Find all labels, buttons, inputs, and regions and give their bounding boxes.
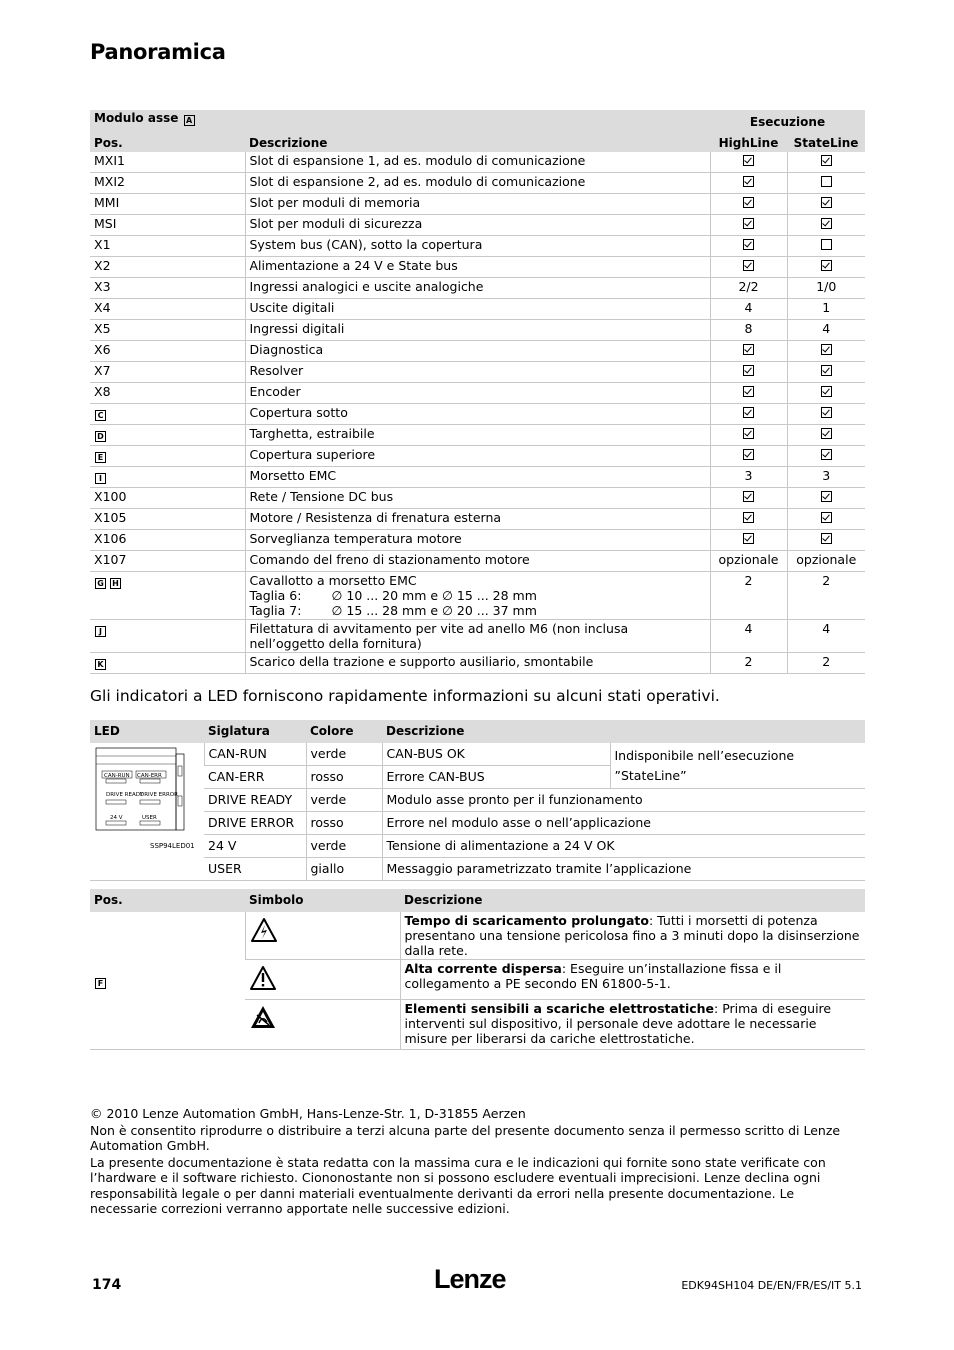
- value-cell: 2: [787, 572, 865, 620]
- checked-box-icon: [710, 152, 787, 173]
- checked-box-icon: [821, 386, 832, 397]
- checked-box-icon: [710, 215, 787, 236]
- marker-box: E: [95, 452, 106, 463]
- table-row: [90, 236, 865, 257]
- led-color: verde: [306, 743, 382, 766]
- led-intro: Gli indicatori a LED forniscono rapidamente informazioni su alcuni stati operativi.: [90, 687, 720, 705]
- pos-cell: X107: [90, 551, 245, 572]
- copy-notice: Non è consentito riprodurre o distribuire a terzi alcuna parte del presente documento senza il permesso scritto di Lenze Automation GmbH.: [90, 1122, 841, 1153]
- desc-cell: Morsetto EMC: [245, 467, 710, 488]
- checked-box-icon: [743, 533, 754, 544]
- col-pos: Pos.: [90, 889, 245, 912]
- checked-box-icon: [710, 341, 787, 362]
- desc-cell: Filettatura di avvitamento per vite ad anello M6 (non inclusa nell’oggetto della fornitura): [245, 620, 710, 653]
- col-symbol-desc: Descrizione: [400, 889, 865, 912]
- led-label: USER: [204, 858, 306, 881]
- table-row: [90, 257, 865, 278]
- checked-box-icon: [821, 365, 832, 376]
- disclaimer: La presente documentazione è stata redatta con la massima cura e le indicazioni qui fornite sono state verificate con l’hardware e il software richiesto. Ciononostante non si possono escludere eventuali imprecisioni. Lenze declina ogni responsabilità legale o per danni materiali eventualmente derivanti da errori nella presente documentazione. Le necessarie correzioni verranno apportate nelle successive edizioni.: [90, 1154, 826, 1216]
- marker-box: K: [95, 659, 106, 670]
- led-color: rosso: [306, 766, 382, 789]
- electric-hazard-icon: [250, 917, 278, 943]
- page-title: Panoramica: [90, 40, 226, 64]
- checked-box-icon: [710, 488, 787, 509]
- marker-box: F: [95, 978, 106, 989]
- module-table: [90, 110, 865, 674]
- table-row: [90, 446, 865, 467]
- desc-cell: Motore / Resistenza di frenatura esterna: [245, 509, 710, 530]
- desc-cell: [245, 572, 710, 620]
- marker-box: C: [95, 410, 106, 421]
- emc-size7: Taglia 7: ∅ 15 ... 28 mm e ∅ 20 ... 37 mm: [249, 603, 537, 618]
- desc-cell: Ingressi analogici e uscite analogiche: [245, 278, 710, 299]
- col-pos: Pos.: [90, 131, 245, 152]
- value-cell: 2/2: [710, 278, 787, 299]
- checked-box-icon: [710, 383, 787, 404]
- desc-cell: System bus (CAN), sotto la copertura: [245, 236, 710, 257]
- desc-cell: Slot di espansione 2, ad es. modulo di comunicazione: [245, 173, 710, 194]
- value-cell: opzionale: [710, 551, 787, 572]
- checked-box-icon: [743, 197, 754, 208]
- symbol-desc: Elementi sensibili a scariche elettrostatiche: Prima di eseguire interventi sul dispositivo, il personale deve adottare le necessarie misure per liberarsi da cariche elettrostatiche.: [400, 1000, 865, 1050]
- checked-box-icon: [821, 407, 832, 418]
- symbol-cell: [245, 912, 400, 960]
- desc-cell: Comando del freno di stazionamento motore: [245, 551, 710, 572]
- table-row: [90, 653, 865, 674]
- desc-cell: Targhetta, estraibile: [245, 425, 710, 446]
- table-row: [90, 320, 865, 341]
- value-cell: 8: [710, 320, 787, 341]
- table-row: [90, 383, 865, 404]
- pos-marker-cell: [90, 467, 245, 488]
- checked-box-icon: [787, 488, 865, 509]
- table-row: [90, 572, 865, 620]
- esd-icon: [249, 1004, 277, 1030]
- value-cell: 1: [787, 299, 865, 320]
- pos-cell: X8: [90, 383, 245, 404]
- checked-box-icon: [821, 449, 832, 460]
- pos-cell: X100: [90, 488, 245, 509]
- fig-can-err: CAN-ERR: [137, 773, 162, 779]
- table-row: [90, 425, 865, 446]
- symbol-cell: [245, 1000, 400, 1050]
- table-row: [90, 404, 865, 425]
- table-row: [90, 467, 865, 488]
- led-desc: Tensione di alimentazione a 24 V OK: [382, 835, 865, 858]
- led-panel-drawing: [92, 746, 198, 846]
- col-stateline: StateLine: [787, 131, 865, 152]
- desc-cell: Copertura superiore: [245, 446, 710, 467]
- col-highline: HighLine: [710, 131, 787, 152]
- pos-cell: X4: [90, 299, 245, 320]
- led-color: verde: [306, 789, 382, 812]
- value-cell: 2: [710, 572, 787, 620]
- checked-box-icon: [787, 530, 865, 551]
- emc-title: Cavallotto a morsetto EMC: [249, 573, 417, 588]
- fig-drive-ready: DRIVE READY: [106, 792, 144, 798]
- col-led: LED: [90, 720, 204, 743]
- checked-box-icon: [743, 491, 754, 502]
- checked-box-icon: [743, 344, 754, 355]
- desc-cell: Resolver: [245, 362, 710, 383]
- table-row: [90, 299, 865, 320]
- pos-cell: MXI1: [90, 152, 245, 173]
- desc-cell: Uscite digitali: [245, 299, 710, 320]
- checked-box-icon: [710, 173, 787, 194]
- led-color: giallo: [306, 858, 382, 881]
- table-row: [90, 173, 865, 194]
- symbol-table: [90, 889, 865, 1050]
- marker-box: D: [95, 431, 106, 442]
- led-figure-cell: [90, 743, 204, 881]
- checked-box-icon: [710, 530, 787, 551]
- checked-box-icon: [787, 425, 865, 446]
- execution-header: Esecuzione: [710, 110, 865, 131]
- checked-box-icon: [821, 344, 832, 355]
- led-table: [90, 720, 865, 881]
- pos-cell: MSI: [90, 215, 245, 236]
- document-id: EDK94SH104 DE/EN/FR/ES/IT 5.1: [681, 1279, 862, 1292]
- led-merged-note: Indisponibile nell’esecuzione ”StateLine”: [610, 743, 865, 789]
- table-row: [90, 278, 865, 299]
- checked-box-icon: [743, 176, 754, 187]
- checked-box-icon: [787, 383, 865, 404]
- col-label: Siglatura: [204, 720, 306, 743]
- checked-box-icon: [710, 362, 787, 383]
- checked-box-icon: [787, 509, 865, 530]
- checked-box-icon: [821, 512, 832, 523]
- marker-box: I: [95, 473, 106, 484]
- symbol-desc: Tempo di scaricamento prolungato: Tutti i morsetti di potenza presentano una tensione pericolosa fino a 3 minuti dopo la disinserzione dalla rete.: [400, 912, 865, 960]
- checked-box-icon: [787, 446, 865, 467]
- checked-box-icon: [743, 449, 754, 460]
- led-label: CAN-RUN: [204, 743, 306, 766]
- checked-box-icon: [743, 218, 754, 229]
- checked-box-icon: [787, 215, 865, 236]
- pos-marker-cell: [90, 425, 245, 446]
- checked-box-icon: [821, 197, 832, 208]
- value-cell: opzionale: [787, 551, 865, 572]
- checked-box-icon: [710, 236, 787, 257]
- marker-box: A: [184, 115, 195, 126]
- value-cell: 3: [787, 467, 865, 488]
- symbol-cell: [245, 960, 400, 1000]
- col-symbol: Simbolo: [245, 889, 400, 912]
- checked-box-icon: [787, 341, 865, 362]
- table-row: [90, 194, 865, 215]
- checked-box-icon: [710, 257, 787, 278]
- pos-cell: X105: [90, 509, 245, 530]
- checked-box-icon: [743, 239, 754, 250]
- led-figure: [92, 746, 198, 854]
- empty-box-icon: [787, 173, 865, 194]
- value-cell: 4: [787, 620, 865, 653]
- checked-box-icon: [710, 425, 787, 446]
- desc-cell: Slot di espansione 1, ad es. modulo di comunicazione: [245, 152, 710, 173]
- checked-box-icon: [821, 491, 832, 502]
- led-label: DRIVE ERROR: [204, 812, 306, 835]
- desc-cell: Encoder: [245, 383, 710, 404]
- marker-box: H: [110, 578, 121, 589]
- led-label: CAN-ERR: [204, 766, 306, 789]
- pos-marker-cell: [90, 446, 245, 467]
- value-cell: 2: [787, 653, 865, 674]
- checked-box-icon: [743, 428, 754, 439]
- checked-box-icon: [787, 194, 865, 215]
- checked-box-icon: [787, 404, 865, 425]
- desc-cell: Diagnostica: [245, 341, 710, 362]
- led-desc: Modulo asse pronto per il funzionamento: [382, 789, 865, 812]
- pos-cell: X2: [90, 257, 245, 278]
- led-color: verde: [306, 835, 382, 858]
- led-desc: Errore nel modulo asse o nell’applicazione: [382, 812, 865, 835]
- pos-marker-cell: [90, 404, 245, 425]
- figure-caption: SSP94LED01: [150, 842, 195, 850]
- empty-box-icon: [821, 239, 832, 250]
- lenze-logo: Lenze: [434, 1264, 506, 1294]
- fig-user: USER: [142, 815, 157, 821]
- checked-box-icon: [821, 155, 832, 166]
- emc-size6: Taglia 6: ∅ 10 ... 20 mm e ∅ 15 ... 28 mm: [249, 588, 537, 603]
- checked-box-icon: [743, 407, 754, 418]
- empty-box-icon: [787, 236, 865, 257]
- value-cell: 4: [710, 620, 787, 653]
- fig-drive-error: DRIVE ERROR: [140, 792, 178, 798]
- pos-cell: X5: [90, 320, 245, 341]
- checked-box-icon: [787, 152, 865, 173]
- checked-box-icon: [743, 512, 754, 523]
- table-row: [90, 530, 865, 551]
- checked-box-icon: [821, 533, 832, 544]
- pos-cell: X7: [90, 362, 245, 383]
- checked-box-icon: [743, 260, 754, 271]
- desc-cell: Copertura sotto: [245, 404, 710, 425]
- pos-cell: X6: [90, 341, 245, 362]
- led-desc: CAN-BUS OK: [382, 743, 610, 766]
- checked-box-icon: [821, 428, 832, 439]
- warning-icon: [249, 965, 277, 991]
- desc-cell: Scarico della trazione e supporto ausiliario, smontabile: [245, 653, 710, 674]
- marker-box: G: [95, 578, 106, 589]
- module-header: Modulo asse A: [90, 110, 710, 131]
- empty-box-icon: [821, 176, 832, 187]
- fig-24v: 24 V: [110, 815, 123, 821]
- table-row: [90, 152, 865, 173]
- pos-cell: X106: [90, 530, 245, 551]
- desc-cell: Sorveglianza temperatura motore: [245, 530, 710, 551]
- checked-box-icon: [821, 218, 832, 229]
- table-row: [90, 215, 865, 236]
- pos-marker-cell: [90, 620, 245, 653]
- table-row: [90, 341, 865, 362]
- pos-marker-cell: [90, 572, 245, 620]
- pos-cell: MMI: [90, 194, 245, 215]
- checked-box-icon: [743, 155, 754, 166]
- pos-marker-cell: [90, 653, 245, 674]
- led-desc: Messaggio parametrizzato tramite l’applicazione: [382, 858, 865, 881]
- checked-box-icon: [710, 446, 787, 467]
- desc-cell: Rete / Tensione DC bus: [245, 488, 710, 509]
- table-row: [90, 509, 865, 530]
- page-number: 174: [92, 1277, 122, 1293]
- desc-cell: Slot per moduli di memoria: [245, 194, 710, 215]
- desc-cell: Slot per moduli di sicurezza: [245, 215, 710, 236]
- marker-box: J: [95, 626, 106, 637]
- table-row: [90, 488, 865, 509]
- pos-cell: MXI2: [90, 173, 245, 194]
- col-led-desc: Descrizione: [382, 720, 865, 743]
- desc-cell: Alimentazione a 24 V e State bus: [245, 257, 710, 278]
- led-desc: Errore CAN-BUS: [382, 766, 610, 789]
- value-cell: 2: [710, 653, 787, 674]
- value-cell: 3: [710, 467, 787, 488]
- pos-cell: X1: [90, 236, 245, 257]
- pos-cell: X3: [90, 278, 245, 299]
- checked-box-icon: [710, 194, 787, 215]
- copyright: © 2010 Lenze Automation GmbH, Hans-Lenze-Str. 1, D-31855 Aerzen: [90, 1106, 526, 1121]
- checked-box-icon: [787, 257, 865, 278]
- led-label: 24 V: [204, 835, 306, 858]
- checked-box-icon: [743, 365, 754, 376]
- led-label: DRIVE READY: [204, 789, 306, 812]
- fig-can-run: CAN-RUN: [104, 773, 130, 779]
- table-row: [90, 362, 865, 383]
- checked-box-icon: [710, 509, 787, 530]
- checked-box-icon: [710, 404, 787, 425]
- value-cell: 1/0: [787, 278, 865, 299]
- desc-cell: Ingressi digitali: [245, 320, 710, 341]
- symbol-desc: Alta corrente dispersa: Eseguire un’installazione fissa e il collegamento a PE secondo EN 61800-5-1.: [400, 960, 865, 1000]
- legal-footer: [90, 1106, 865, 1218]
- table-row: [90, 620, 865, 653]
- checked-box-icon: [821, 260, 832, 271]
- symbol-pos-cell: [90, 912, 245, 1050]
- checked-box-icon: [787, 362, 865, 383]
- col-color: Colore: [306, 720, 382, 743]
- value-cell: 4: [710, 299, 787, 320]
- led-color: rosso: [306, 812, 382, 835]
- col-desc: Descrizione: [245, 131, 710, 152]
- value-cell: 4: [787, 320, 865, 341]
- checked-box-icon: [743, 386, 754, 397]
- table-row: [90, 551, 865, 572]
